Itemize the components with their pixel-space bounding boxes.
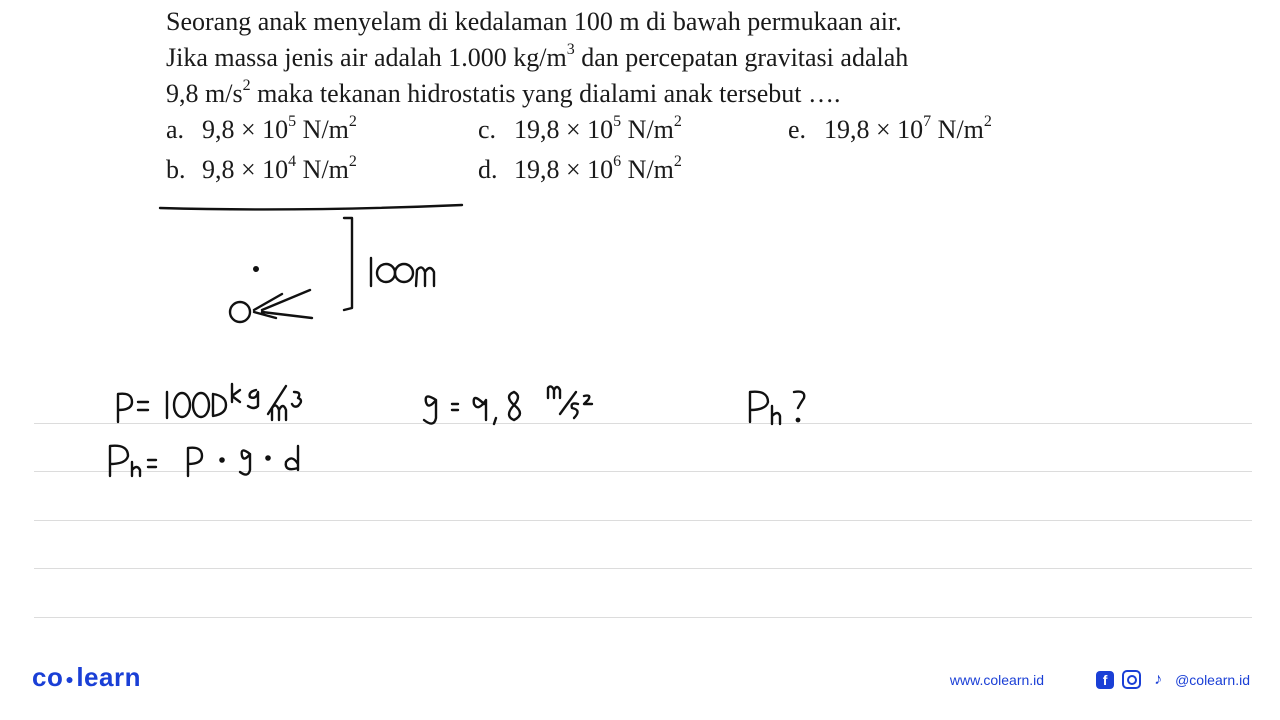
diver-head <box>230 302 250 322</box>
social-handle[interactable]: @colearn.id <box>1175 671 1250 688</box>
option-c[interactable]: c. $19,8 \times 10^5$ $N/m^2$ <box>478 113 682 144</box>
question-line-3: 9,8 $m/s^2$ maka tekanan hidrostatis yang dialami anak tersebut …. <box>166 77 841 108</box>
website-link[interactable]: www.colearn.id <box>949 671 1045 688</box>
diver-dot <box>254 267 258 271</box>
formula-glyphs <box>110 446 298 476</box>
facebook-icon[interactable]: f <box>1096 671 1114 689</box>
ph-question-glyphs <box>750 392 804 424</box>
tiktok-icon[interactable]: ♪ <box>1154 670 1163 688</box>
option-a[interactable]: a. $9,8 \times 10^5$ $N/m^2$ <box>166 113 357 144</box>
depth-label-100m-glyphs <box>371 258 434 286</box>
footer-links <box>950 670 1250 689</box>
option-d[interactable]: d. $19,8 \times 10^6$ $N/m^2$ <box>478 153 682 184</box>
question-line-1: Seorang anak menyelam di kedalaman 100 m di bawah permukaan air. <box>166 7 902 36</box>
gravity-equation-glyphs <box>424 386 592 424</box>
question-line-2: Jika massa jenis air adalah 1.000 $kg/m^3$ dan percepatan gravitasi adalah <box>166 41 909 72</box>
option-b[interactable]: b. $9,8 \times 10^4$ $N/m^2$ <box>166 153 357 184</box>
instagram-icon[interactable] <box>1122 670 1141 689</box>
depth-bracket <box>344 218 352 310</box>
water-surface-line <box>160 205 462 209</box>
rho-equation-glyphs <box>118 384 301 422</box>
diver-body <box>254 290 312 318</box>
option-e[interactable]: e. $19,8 \times 10^7$ $N/m^2$ <box>788 113 992 144</box>
colearn-logo: co ●learn <box>32 662 141 692</box>
